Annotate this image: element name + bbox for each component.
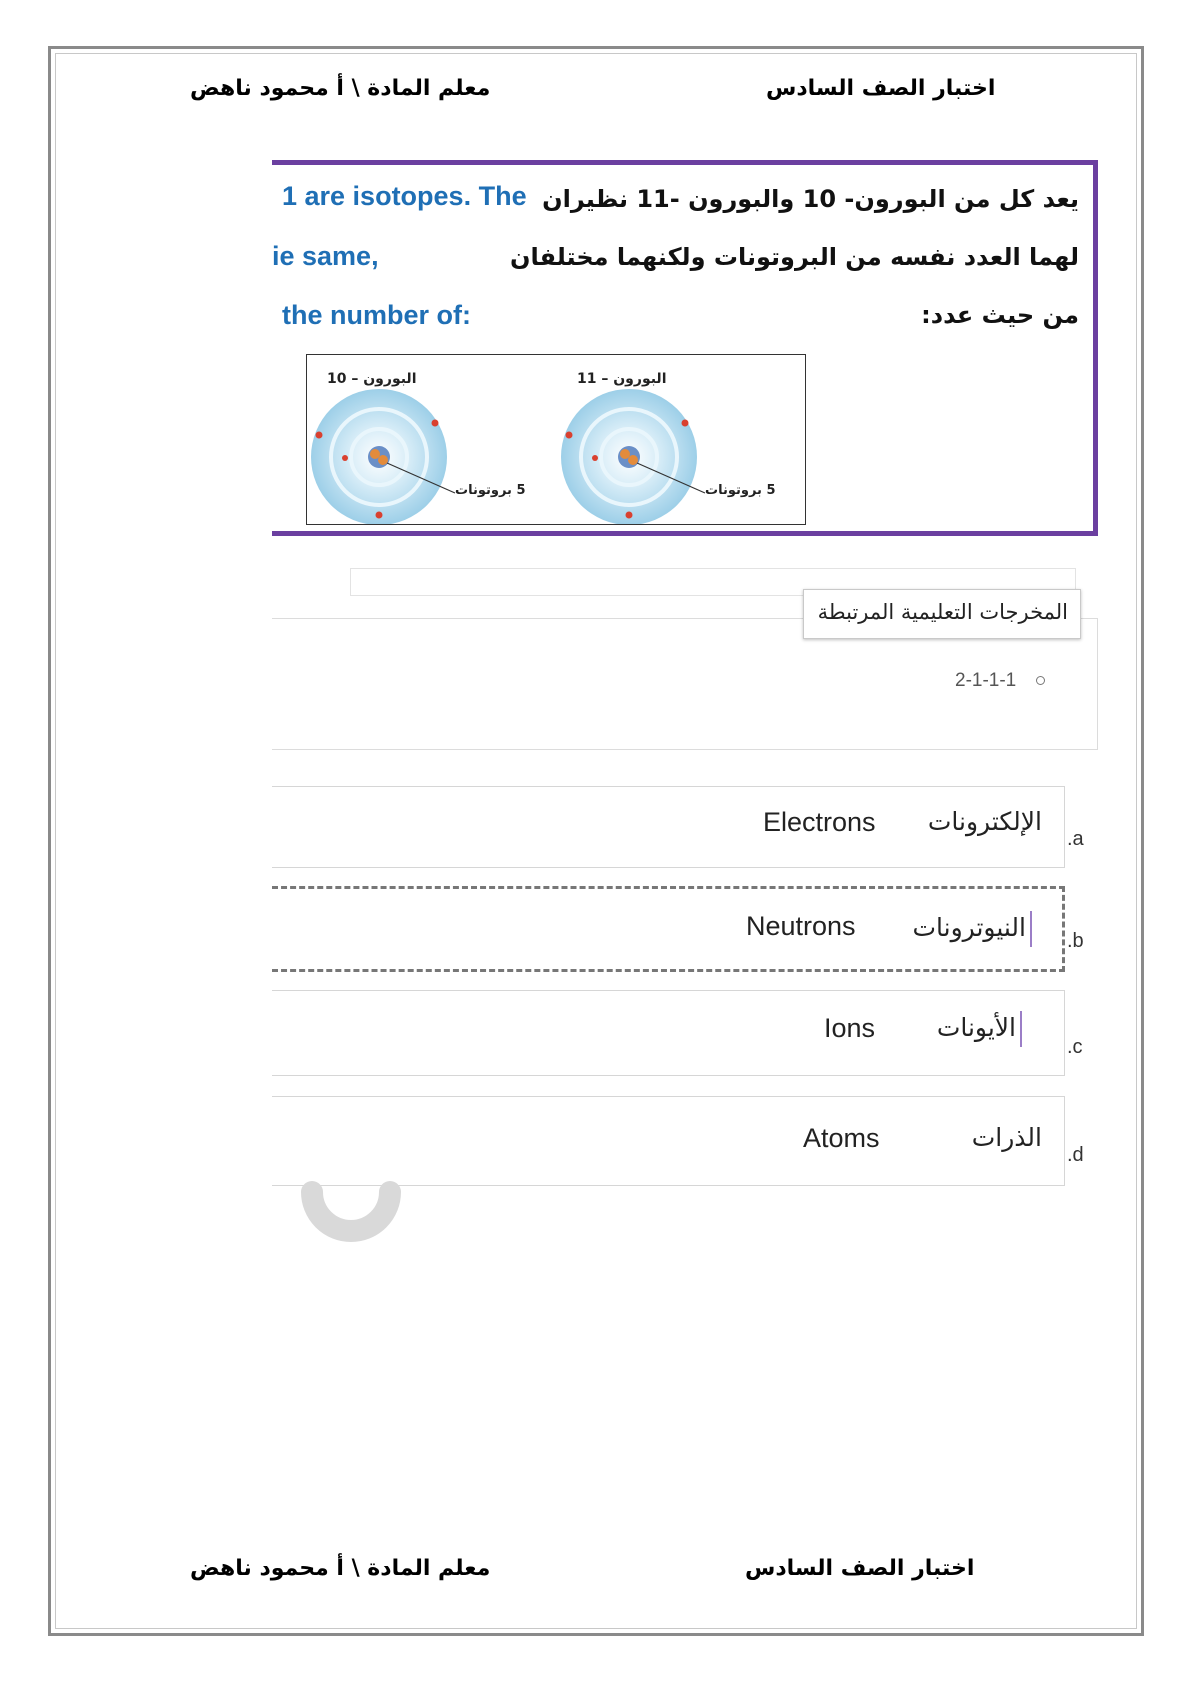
question-text-en-line-3: the number of: — [282, 300, 471, 330]
boron-11-atom — [561, 389, 705, 525]
header-teacher: معلم المادة \ أ محمود ناهض — [190, 76, 491, 101]
text-cursor — [1020, 1011, 1022, 1047]
question-text-ar-line-3: من حيث عدد: — [921, 301, 1079, 329]
answer-option-b[interactable] — [272, 886, 1065, 972]
learning-outcome-item — [955, 670, 1045, 692]
option-b-letter: .b — [1067, 930, 1084, 952]
option-a-ar: الإلكترونات — [927, 807, 1042, 836]
question-text-en-line-2: ie same, — [272, 241, 379, 271]
header-exam: اختبار الصف السادس — [766, 76, 996, 101]
learning-outcomes-tab[interactable]: المخرجات التعليمية المرتبطة — [803, 589, 1081, 639]
option-a-en: Electrons — [763, 807, 876, 837]
boron-11-label: البورون – 11 — [577, 371, 667, 387]
footer-exam: اختبار الصف السادس — [745, 1556, 975, 1581]
boron-10-atom — [311, 389, 455, 525]
option-c-en: Ions — [824, 1013, 876, 1043]
boron-10-label: البورون – 10 — [327, 371, 417, 387]
option-b-ar: النيوترونات — [912, 913, 1026, 942]
option-c-letter: .c — [1067, 1036, 1083, 1058]
question-panel — [272, 160, 1098, 536]
question-text-ar-line-2: لهما العدد نفسه من البروتونات ولكنهما مختلفان — [509, 243, 1079, 271]
boron-10-protons-label: 5 بروتونات — [455, 483, 526, 498]
footer-teacher: معلم المادة \ أ محمود ناهض — [190, 1556, 491, 1581]
outcome-code: 2-1-1-1 — [955, 670, 1017, 691]
bullet-icon — [1036, 676, 1045, 685]
question-text-ar-line-1: يعد كل من البورون- 10 والبورون -11 نظيران — [542, 185, 1079, 213]
option-a-letter: .a — [1067, 828, 1084, 850]
answer-option-a[interactable] — [272, 786, 1065, 868]
question-text-en-line-1: 1 are isotopes. The — [282, 181, 527, 211]
option-d-letter: .d — [1067, 1144, 1084, 1166]
option-d-ar: الذرات — [971, 1123, 1042, 1152]
loading-spinner-icon — [300, 1140, 410, 1250]
answer-option-c[interactable] — [272, 990, 1065, 1076]
boron-11-protons-label: 5 بروتونات — [705, 483, 776, 498]
boron-isotopes-figure — [306, 354, 806, 525]
text-cursor — [1030, 911, 1032, 947]
option-c-ar: الأيونات — [936, 1013, 1016, 1042]
option-d-en: Atoms — [803, 1123, 880, 1153]
option-b-en: Neutrons — [746, 911, 856, 941]
